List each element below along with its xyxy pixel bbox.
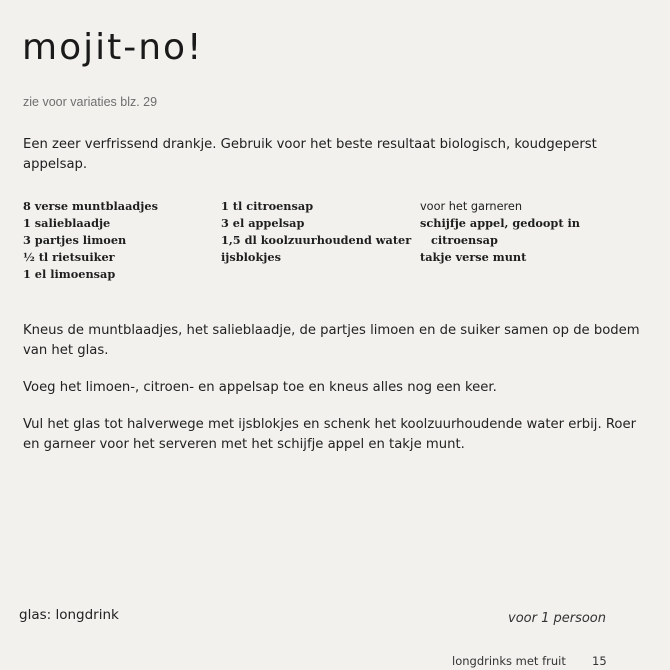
ingredient-item: 1 el limoensap [23,267,116,281]
ingredient-item: 1 salieblaadje [23,216,111,230]
garnish-item: schijfje appel, gedoopt in [420,216,580,230]
method-step: Vul het glas tot halverwege met ijsblokjes en schenk het koolzuurhoudende water erbij. Roer en garneer voor het serveren met het schijfje appel en takje munt. [23,417,637,452]
ingredient-item: 8 verse muntblaadjes [23,199,158,213]
ingredients-column-2 [221,198,421,266]
ingredient-item: 1 tl citroensap [221,199,314,213]
recipe-title: mojit-no! [22,27,204,68]
recipe-method [23,321,643,472]
method-step: Voeg het limoen-, citroen- en appelsap toe en kneus alles nog een keer. [23,380,497,395]
variations-reference: zie voor variaties blz. 29 [23,95,158,109]
ingredient-item: 3 el appelsap [221,216,305,230]
ingredient-item: ijsblokjes [221,250,281,264]
ingredient-item: ½ tl rietsuiker [23,250,115,264]
ingredient-item: 1,5 dl koolzuurhoudend water [221,233,412,247]
ingredients-column-1 [23,198,213,283]
garnish-item: citroensap [431,233,498,247]
ingredient-item: 3 partjes limoen [23,233,127,247]
footer-section-title: longdrinks met fruit [452,654,566,668]
garnish-heading: voor het garneren [420,200,523,213]
garnish-item: takje verse munt [420,250,527,264]
page-number: 15 [592,654,607,668]
recipe-intro: Een zeer verfrissend drankje. Gebruik voor het beste resultaat biologisch, koudgeperst appelsap. [23,137,597,172]
method-step: Kneus de muntblaadjes, het salieblaadje, de partjes limoen en de suiker samen op de bodem van het glas. [23,323,640,358]
garnish-column [420,198,630,266]
glass-type: glas: longdrink [19,607,119,623]
servings: voor 1 persoon [508,611,606,626]
